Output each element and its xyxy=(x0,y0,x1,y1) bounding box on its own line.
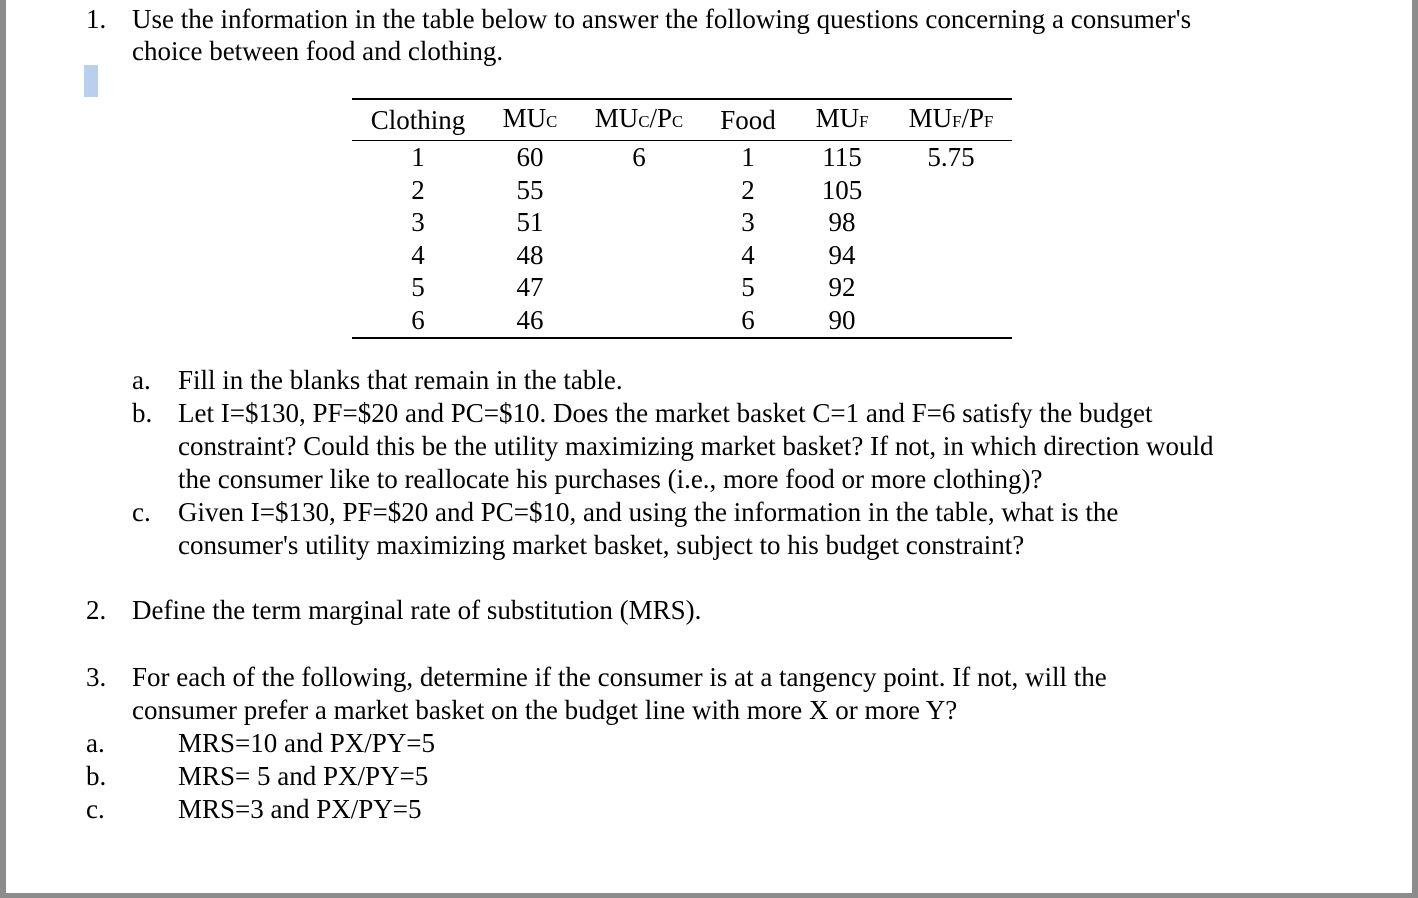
table-header-food: Food xyxy=(720,105,776,135)
window-frame-left xyxy=(0,0,6,898)
question-1a-label: a. xyxy=(132,365,151,395)
question-3-text-line-1: For each of the following, determine if the consumer is at a tangency point. If not, will the xyxy=(132,662,1107,692)
table-cell xyxy=(576,304,702,338)
table-row xyxy=(352,271,1012,304)
question-1c-text-line-1: Given I=$130, PF=$20 and PC=$10, and using the information in the table, what is the xyxy=(178,497,1119,527)
table-cell xyxy=(576,271,702,304)
question-2-text: Define the term marginal rate of substitution (MRS). xyxy=(132,595,702,625)
table-cell: 2 xyxy=(411,174,425,205)
table-cell: 5.75 xyxy=(927,142,975,172)
table-cell xyxy=(890,304,1012,338)
utility-table xyxy=(352,98,1012,339)
question-1b-text-line-3: the consumer like to reallocate his purchases (i.e., more food or more clothing)? xyxy=(178,464,1043,494)
table-row xyxy=(352,141,1012,174)
question-1-number: 1. xyxy=(86,4,107,34)
table-cell: 6 xyxy=(741,304,755,335)
text-cursor-marker xyxy=(84,65,98,97)
table-cell: 51 xyxy=(516,207,544,238)
table-cell: 90 xyxy=(828,304,856,335)
table-cell xyxy=(576,174,702,207)
table-cell: 6 xyxy=(632,142,646,172)
table-cell xyxy=(576,206,702,239)
window-frame-right xyxy=(1412,0,1418,898)
question-1c-label: c. xyxy=(132,497,151,527)
table-cell: 4 xyxy=(741,239,755,270)
table-cell: 3 xyxy=(411,207,425,238)
table-cell xyxy=(890,239,1012,272)
table-cell: 5 xyxy=(741,272,755,303)
table-cell: 60 xyxy=(516,142,544,172)
question-1b-label: b. xyxy=(132,398,153,428)
question-3b-label: b. xyxy=(86,761,107,791)
table-header-muf: MUF xyxy=(815,103,869,133)
question-3a-label: a. xyxy=(86,728,105,758)
table-cell: 46 xyxy=(516,304,544,335)
table-cell: 3 xyxy=(741,207,755,238)
question-1b-text-line-2: constraint? Could this be the utility maximizing market basket? If not, in which direction would xyxy=(178,431,1214,461)
table-cell: 94 xyxy=(828,239,856,270)
table-cell: 47 xyxy=(516,272,544,303)
table-cell: 115 xyxy=(822,142,862,172)
table-cell: 98 xyxy=(828,207,856,238)
table-header-muf-pf: MUF/PF xyxy=(908,103,994,133)
question-1-text-line-1: Use the information in the table below to answer the following questions concerning a consumer's xyxy=(132,4,1192,34)
table-cell: 92 xyxy=(828,272,856,303)
table-row xyxy=(352,206,1012,239)
question-1-text-line-2: choice between food and clothing. xyxy=(132,36,504,66)
question-1c-text-line-2: consumer's utility maximizing market basket, subject to his budget constraint? xyxy=(178,530,1025,560)
question-1a-text: Fill in the blanks that remain in the table. xyxy=(178,365,623,395)
question-3a-text: MRS=10 and PX/PY=5 xyxy=(178,728,436,758)
table-cell xyxy=(890,174,1012,207)
table-row xyxy=(352,239,1012,272)
table-row xyxy=(352,174,1012,207)
table-header-muc-pc: MUC/PC xyxy=(594,103,684,133)
table-cell: 1 xyxy=(411,142,425,172)
question-1b-text-line-1: Let I=$130, PF=$20 and PC=$10. Does the market basket C=1 and F=6 satisfy the budget xyxy=(178,398,1153,428)
table-header-muc: MUC xyxy=(502,103,558,133)
question-2-number: 2. xyxy=(86,595,107,625)
table-cell xyxy=(890,206,1012,239)
table-cell: 55 xyxy=(516,174,544,205)
table-cell xyxy=(890,271,1012,304)
table-row xyxy=(352,304,1012,338)
table-cell: 2 xyxy=(741,174,755,205)
question-3-text-line-2: consumer prefer a market basket on the budget line with more X or more Y? xyxy=(132,695,958,725)
table-cell: 5 xyxy=(411,272,425,303)
window-frame-bottom xyxy=(0,893,1418,898)
table-cell xyxy=(576,239,702,272)
question-3b-text: MRS= 5 and PX/PY=5 xyxy=(178,761,429,791)
table-cell: 4 xyxy=(411,239,425,270)
table-cell: 105 xyxy=(821,174,863,205)
question-3-number: 3. xyxy=(86,662,107,692)
question-3c-label: c. xyxy=(86,794,105,824)
table-header-row xyxy=(352,99,1012,141)
table-cell: 1 xyxy=(741,142,755,172)
question-3c-text: MRS=3 and PX/PY=5 xyxy=(178,794,422,824)
table-cell: 6 xyxy=(411,304,425,335)
table-cell: 48 xyxy=(516,239,544,270)
table-header-clothing: Clothing xyxy=(370,105,466,135)
